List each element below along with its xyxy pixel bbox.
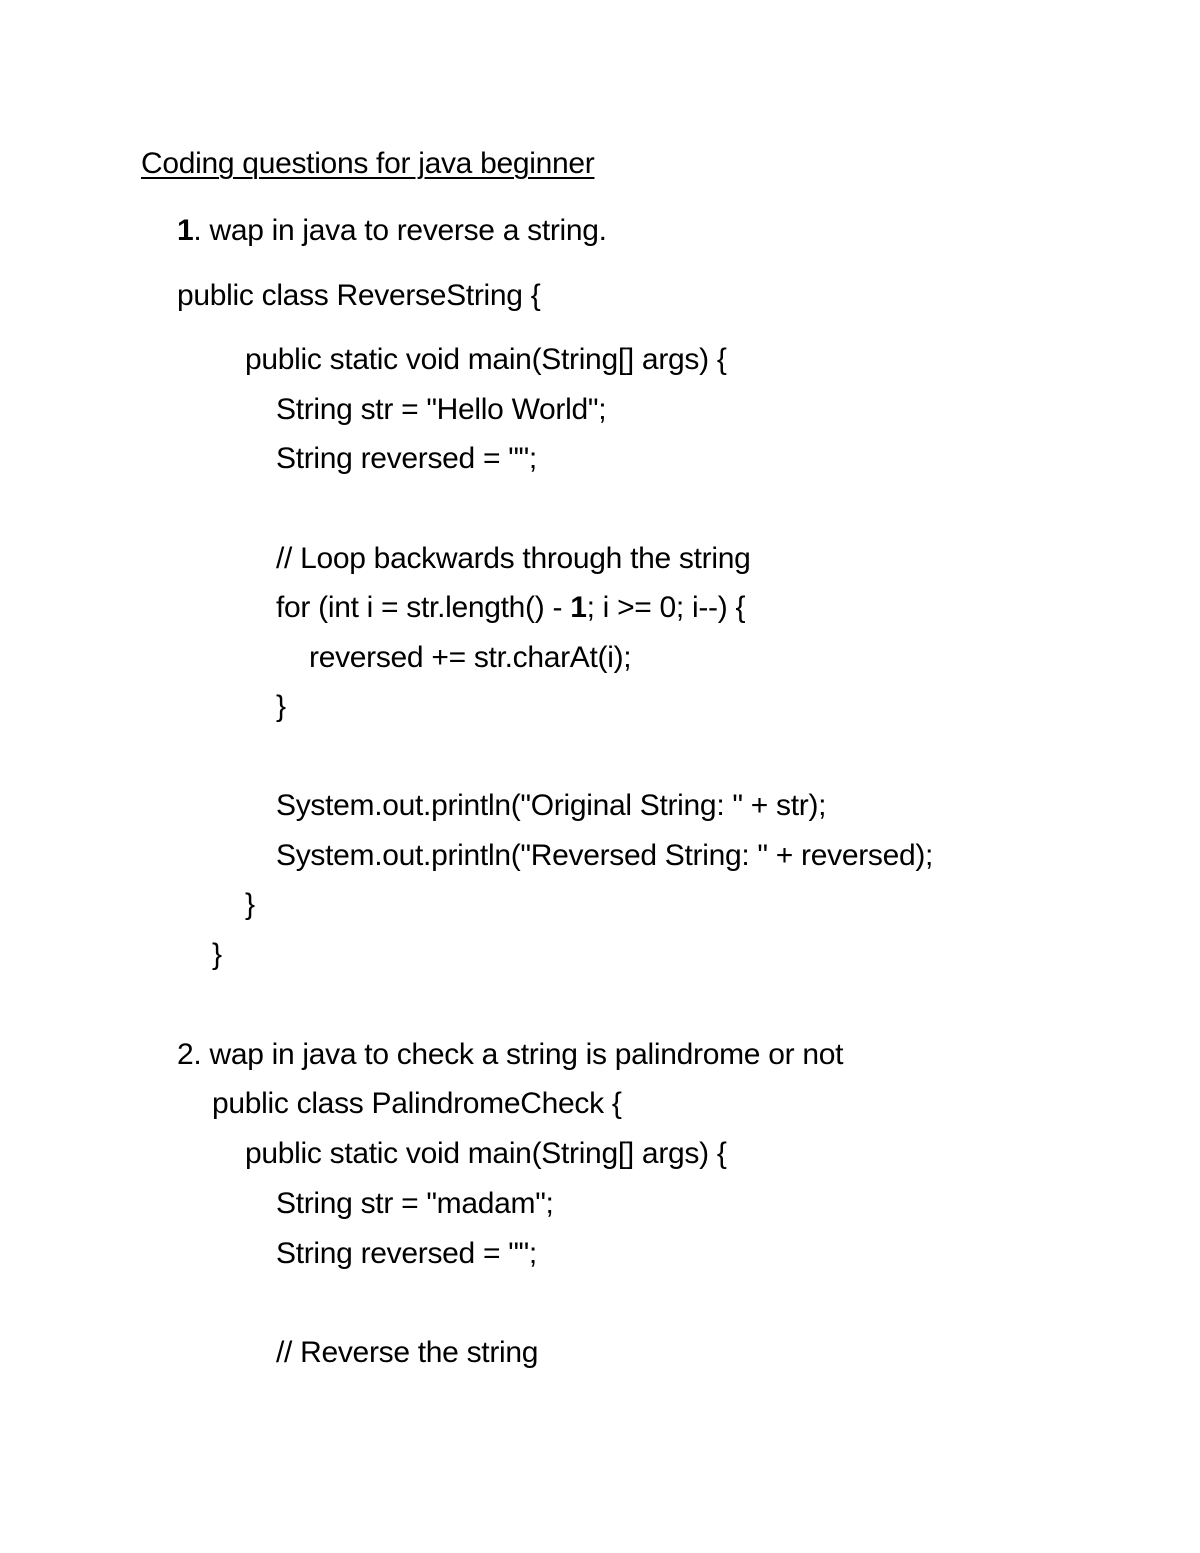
code-line: public class PalindromeCheck {: [212, 1087, 622, 1120]
code-line: System.out.println("Reversed String: " + reversed);: [276, 839, 934, 872]
question-1-text: . wap in java to reverse a string.: [193, 214, 607, 247]
code-line: String str = "Hello World";: [276, 393, 607, 426]
code-line: reversed += str.charAt(i);: [309, 641, 632, 674]
code-comment: // Loop backwards through the string: [276, 542, 751, 575]
code-line: System.out.println("Original String: " + str);: [276, 789, 827, 822]
question-1-number: 1: [177, 214, 194, 247]
code-line-for-loop: [276, 590, 745, 626]
code-line: }: [245, 888, 255, 921]
code-line: String reversed = "";: [276, 442, 537, 475]
code-fragment: for (int i = str.length() -: [276, 591, 571, 624]
question-2-heading: 2. wap in java to check a string is palindrome or not: [177, 1038, 844, 1071]
code-line: String reversed = "";: [276, 1237, 537, 1270]
code-line: public static void main(String[] args) {: [245, 1137, 727, 1170]
code-line: public static void main(String[] args) {: [245, 343, 727, 376]
question-1-heading: [177, 213, 607, 249]
code-line: }: [212, 938, 222, 971]
code-fragment-bold: 1: [570, 591, 587, 624]
code-line: String str = "madam";: [276, 1187, 554, 1220]
code-comment: // Reverse the string: [276, 1336, 539, 1369]
code-fragment: ; i >= 0; i--) {: [586, 591, 746, 624]
code-line: }: [276, 690, 286, 723]
code-line: public class ReverseString {: [177, 279, 541, 312]
document-title: Coding questions for java beginner: [141, 147, 595, 180]
